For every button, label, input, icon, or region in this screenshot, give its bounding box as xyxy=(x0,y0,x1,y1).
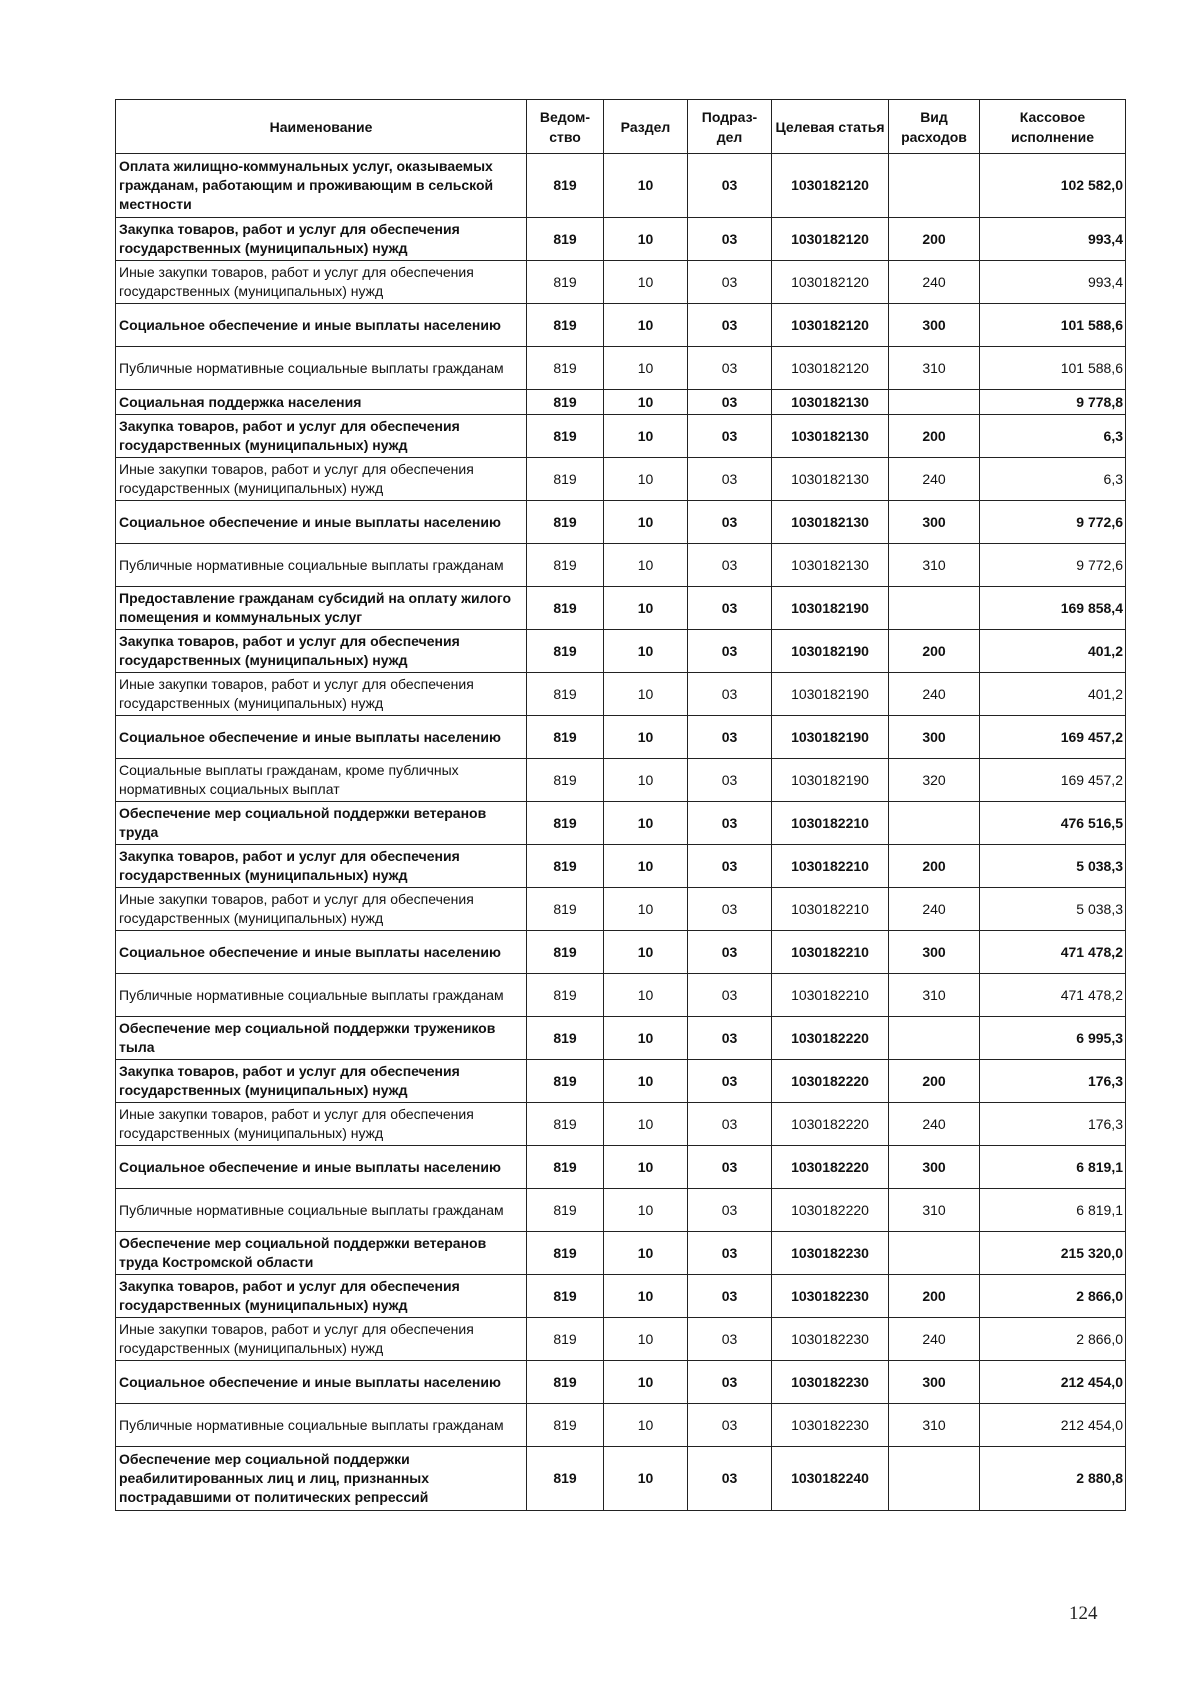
row-expense-type: 200 xyxy=(889,218,980,261)
row-expense-type: 300 xyxy=(889,304,980,347)
row-department: 819 xyxy=(527,458,604,501)
row-cash-execution: 9 772,6 xyxy=(980,544,1126,587)
row-department: 819 xyxy=(527,218,604,261)
row-target-article: 1030182130 xyxy=(772,501,889,544)
row-name: Публичные нормативные социальные выплаты гражданам xyxy=(116,1189,527,1232)
row-target-article: 1030182120 xyxy=(772,304,889,347)
row-expense-type: 240 xyxy=(889,673,980,716)
row-section: 10 xyxy=(604,888,688,931)
table-row xyxy=(116,845,1126,888)
row-section: 10 xyxy=(604,587,688,630)
row-expense-type: 310 xyxy=(889,974,980,1017)
row-cash-execution: 6,3 xyxy=(980,415,1126,458)
table-row xyxy=(116,888,1126,931)
row-cash-execution: 2 880,8 xyxy=(980,1447,1126,1511)
row-cash-execution: 471 478,2 xyxy=(980,974,1126,1017)
row-subsection: 03 xyxy=(688,1103,772,1146)
table-row xyxy=(116,759,1126,802)
row-name: Закупка товаров, работ и услуг для обеспечения государственных (муниципальных) нужд xyxy=(116,845,527,888)
row-subsection: 03 xyxy=(688,1189,772,1232)
row-name: Иные закупки товаров, работ и услуг для обеспечения государственных (муниципальных) нужд xyxy=(116,1318,527,1361)
row-cash-execution: 212 454,0 xyxy=(980,1361,1126,1404)
row-cash-execution: 5 038,3 xyxy=(980,845,1126,888)
row-target-article: 1030182220 xyxy=(772,1189,889,1232)
row-cash-execution: 101 588,6 xyxy=(980,304,1126,347)
row-name: Обеспечение мер социальной поддержки ветеранов труда xyxy=(116,802,527,845)
table-row xyxy=(116,347,1126,390)
header-target-article: Целевая статья xyxy=(772,100,889,154)
row-cash-execution: 9 772,6 xyxy=(980,501,1126,544)
row-name: Закупка товаров, работ и услуг для обеспечения государственных (муниципальных) нужд xyxy=(116,630,527,673)
row-target-article: 1030182190 xyxy=(772,673,889,716)
row-target-article: 1030182130 xyxy=(772,390,889,415)
row-subsection: 03 xyxy=(688,1361,772,1404)
table-row xyxy=(116,802,1126,845)
row-subsection: 03 xyxy=(688,154,772,218)
row-section: 10 xyxy=(604,218,688,261)
row-section: 10 xyxy=(604,261,688,304)
row-target-article: 1030182210 xyxy=(772,802,889,845)
row-cash-execution: 169 457,2 xyxy=(980,759,1126,802)
row-expense-type: 200 xyxy=(889,1060,980,1103)
row-target-article: 1030182120 xyxy=(772,347,889,390)
row-section: 10 xyxy=(604,1189,688,1232)
row-department: 819 xyxy=(527,974,604,1017)
row-target-article: 1030182220 xyxy=(772,1017,889,1060)
row-section: 10 xyxy=(604,630,688,673)
row-subsection: 03 xyxy=(688,544,772,587)
row-department: 819 xyxy=(527,1232,604,1275)
row-target-article: 1030182230 xyxy=(772,1404,889,1447)
row-name: Публичные нормативные социальные выплаты гражданам xyxy=(116,347,527,390)
row-subsection: 03 xyxy=(688,931,772,974)
row-target-article: 1030182130 xyxy=(772,544,889,587)
row-subsection: 03 xyxy=(688,1447,772,1511)
table-row xyxy=(116,390,1126,415)
row-subsection: 03 xyxy=(688,415,772,458)
table-row xyxy=(116,1447,1126,1511)
row-cash-execution: 176,3 xyxy=(980,1060,1126,1103)
row-name: Социальное обеспечение и иные выплаты населению xyxy=(116,716,527,759)
row-cash-execution: 993,4 xyxy=(980,261,1126,304)
table-body xyxy=(116,154,1126,1511)
row-cash-execution: 471 478,2 xyxy=(980,931,1126,974)
row-target-article: 1030182240 xyxy=(772,1447,889,1511)
row-name: Предоставление гражданам субсидий на оплату жилого помещения и коммунальных услуг xyxy=(116,587,527,630)
row-name: Публичные нормативные социальные выплаты гражданам xyxy=(116,544,527,587)
row-target-article: 1030182220 xyxy=(772,1146,889,1189)
header-expense-type: Вид расходов xyxy=(889,100,980,154)
row-cash-execution: 176,3 xyxy=(980,1103,1126,1146)
row-section: 10 xyxy=(604,845,688,888)
row-cash-execution: 401,2 xyxy=(980,630,1126,673)
row-target-article: 1030182130 xyxy=(772,415,889,458)
table-row xyxy=(116,630,1126,673)
row-department: 819 xyxy=(527,1060,604,1103)
row-subsection: 03 xyxy=(688,802,772,845)
row-cash-execution: 993,4 xyxy=(980,218,1126,261)
row-subsection: 03 xyxy=(688,1232,772,1275)
table-row xyxy=(116,1103,1126,1146)
row-section: 10 xyxy=(604,673,688,716)
row-name: Иные закупки товаров, работ и услуг для обеспечения государственных (муниципальных) нужд xyxy=(116,458,527,501)
row-name: Социальная поддержка населения xyxy=(116,390,527,415)
row-name: Закупка товаров, работ и услуг для обеспечения государственных (муниципальных) нужд xyxy=(116,1275,527,1318)
budget-table xyxy=(115,99,1126,1511)
row-section: 10 xyxy=(604,974,688,1017)
row-target-article: 1030182210 xyxy=(772,931,889,974)
row-expense-type: 240 xyxy=(889,888,980,931)
row-section: 10 xyxy=(604,1017,688,1060)
row-subsection: 03 xyxy=(688,673,772,716)
table-row xyxy=(116,501,1126,544)
table-row xyxy=(116,1404,1126,1447)
row-department: 819 xyxy=(527,1318,604,1361)
row-department: 819 xyxy=(527,304,604,347)
row-subsection: 03 xyxy=(688,304,772,347)
row-section: 10 xyxy=(604,1232,688,1275)
row-subsection: 03 xyxy=(688,501,772,544)
row-expense-type: 310 xyxy=(889,544,980,587)
row-cash-execution: 6 819,1 xyxy=(980,1146,1126,1189)
row-section: 10 xyxy=(604,390,688,415)
row-cash-execution: 101 588,6 xyxy=(980,347,1126,390)
row-cash-execution: 401,2 xyxy=(980,673,1126,716)
row-name: Социальное обеспечение и иные выплаты населению xyxy=(116,304,527,347)
row-subsection: 03 xyxy=(688,218,772,261)
row-department: 819 xyxy=(527,415,604,458)
row-cash-execution: 2 866,0 xyxy=(980,1318,1126,1361)
row-name: Иные закупки товаров, работ и услуг для обеспечения государственных (муниципальных) нужд xyxy=(116,261,527,304)
row-department: 819 xyxy=(527,1146,604,1189)
row-name: Закупка товаров, работ и услуг для обеспечения государственных (муниципальных) нужд xyxy=(116,1060,527,1103)
row-expense-type: 310 xyxy=(889,347,980,390)
table-row xyxy=(116,458,1126,501)
row-section: 10 xyxy=(604,1060,688,1103)
row-name: Обеспечение мер социальной поддержки ветеранов труда Костромской области xyxy=(116,1232,527,1275)
row-section: 10 xyxy=(604,544,688,587)
row-department: 819 xyxy=(527,888,604,931)
table-header-row xyxy=(116,100,1126,154)
row-target-article: 1030182210 xyxy=(772,888,889,931)
row-department: 819 xyxy=(527,673,604,716)
row-expense-type: 200 xyxy=(889,1275,980,1318)
row-section: 10 xyxy=(604,802,688,845)
table-row xyxy=(116,154,1126,218)
row-section: 10 xyxy=(604,1404,688,1447)
row-section: 10 xyxy=(604,1146,688,1189)
row-cash-execution: 212 454,0 xyxy=(980,1404,1126,1447)
row-expense-type xyxy=(889,1447,980,1511)
row-department: 819 xyxy=(527,630,604,673)
row-expense-type xyxy=(889,390,980,415)
row-subsection: 03 xyxy=(688,1017,772,1060)
row-cash-execution: 9 778,8 xyxy=(980,390,1126,415)
table-row xyxy=(116,261,1126,304)
row-name: Иные закупки товаров, работ и услуг для обеспечения государственных (муниципальных) нужд xyxy=(116,888,527,931)
row-section: 10 xyxy=(604,347,688,390)
row-section: 10 xyxy=(604,759,688,802)
page-number: 124 xyxy=(1069,1603,1098,1624)
row-target-article: 1030182210 xyxy=(772,974,889,1017)
row-cash-execution: 102 582,0 xyxy=(980,154,1126,218)
row-section: 10 xyxy=(604,931,688,974)
row-cash-execution: 5 038,3 xyxy=(980,888,1126,931)
row-name: Социальное обеспечение и иные выплаты населению xyxy=(116,501,527,544)
header-cash-execution: Кассовое исполнение xyxy=(980,100,1126,154)
row-cash-execution: 6,3 xyxy=(980,458,1126,501)
table-row xyxy=(116,1232,1126,1275)
row-subsection: 03 xyxy=(688,458,772,501)
row-section: 10 xyxy=(604,154,688,218)
row-department: 819 xyxy=(527,802,604,845)
row-target-article: 1030182120 xyxy=(772,154,889,218)
row-expense-type xyxy=(889,802,980,845)
row-target-article: 1030182230 xyxy=(772,1361,889,1404)
row-target-article: 1030182230 xyxy=(772,1232,889,1275)
table-row xyxy=(116,673,1126,716)
header-department: Ведом-ство xyxy=(527,100,604,154)
row-target-article: 1030182220 xyxy=(772,1060,889,1103)
row-department: 819 xyxy=(527,501,604,544)
row-department: 819 xyxy=(527,845,604,888)
row-name: Иные закупки товаров, работ и услуг для обеспечения государственных (муниципальных) нужд xyxy=(116,1103,527,1146)
row-section: 10 xyxy=(604,1318,688,1361)
row-cash-execution: 169 457,2 xyxy=(980,716,1126,759)
row-section: 10 xyxy=(604,1361,688,1404)
row-department: 819 xyxy=(527,931,604,974)
row-section: 10 xyxy=(604,1447,688,1511)
row-expense-type: 310 xyxy=(889,1404,980,1447)
row-name: Публичные нормативные социальные выплаты гражданам xyxy=(116,1404,527,1447)
table-row xyxy=(116,544,1126,587)
header-subsection: Подраз-дел xyxy=(688,100,772,154)
row-target-article: 1030182120 xyxy=(772,261,889,304)
row-expense-type: 300 xyxy=(889,931,980,974)
row-name: Социальное обеспечение и иные выплаты населению xyxy=(116,1361,527,1404)
row-subsection: 03 xyxy=(688,716,772,759)
row-name: Закупка товаров, работ и услуг для обеспечения государственных (муниципальных) нужд xyxy=(116,218,527,261)
row-name: Обеспечение мер социальной поддержки тружеников тыла xyxy=(116,1017,527,1060)
row-subsection: 03 xyxy=(688,1404,772,1447)
row-department: 819 xyxy=(527,1404,604,1447)
row-cash-execution: 2 866,0 xyxy=(980,1275,1126,1318)
row-subsection: 03 xyxy=(688,1060,772,1103)
table-row xyxy=(116,587,1126,630)
row-name: Иные закупки товаров, работ и услуг для обеспечения государственных (муниципальных) нужд xyxy=(116,673,527,716)
row-department: 819 xyxy=(527,1017,604,1060)
row-name: Публичные нормативные социальные выплаты гражданам xyxy=(116,974,527,1017)
header-name: Наименование xyxy=(116,100,527,154)
row-section: 10 xyxy=(604,1103,688,1146)
row-section: 10 xyxy=(604,415,688,458)
table-row xyxy=(116,415,1126,458)
row-target-article: 1030182190 xyxy=(772,587,889,630)
row-subsection: 03 xyxy=(688,347,772,390)
table-row xyxy=(116,931,1126,974)
row-name: Закупка товаров, работ и услуг для обеспечения государственных (муниципальных) нужд xyxy=(116,415,527,458)
table-row xyxy=(116,1361,1126,1404)
table-row xyxy=(116,974,1126,1017)
row-cash-execution: 215 320,0 xyxy=(980,1232,1126,1275)
row-department: 819 xyxy=(527,759,604,802)
row-name: Социальное обеспечение и иные выплаты населению xyxy=(116,931,527,974)
row-subsection: 03 xyxy=(688,845,772,888)
row-target-article: 1030182120 xyxy=(772,218,889,261)
row-subsection: 03 xyxy=(688,1275,772,1318)
row-target-article: 1030182230 xyxy=(772,1275,889,1318)
row-section: 10 xyxy=(604,1275,688,1318)
table-row xyxy=(116,1318,1126,1361)
row-expense-type xyxy=(889,587,980,630)
row-expense-type: 310 xyxy=(889,1189,980,1232)
row-section: 10 xyxy=(604,458,688,501)
row-expense-type: 300 xyxy=(889,1361,980,1404)
table-row xyxy=(116,1017,1126,1060)
row-target-article: 1030182190 xyxy=(772,630,889,673)
row-cash-execution: 169 858,4 xyxy=(980,587,1126,630)
row-expense-type: 240 xyxy=(889,1318,980,1361)
table-row xyxy=(116,1146,1126,1189)
row-expense-type: 200 xyxy=(889,630,980,673)
row-expense-type xyxy=(889,1232,980,1275)
row-department: 819 xyxy=(527,587,604,630)
table-row xyxy=(116,1060,1126,1103)
row-name: Оплата жилищно-коммунальных услуг, оказываемых гражданам, работающим и проживающим в сельской местности xyxy=(116,154,527,218)
row-target-article: 1030182190 xyxy=(772,716,889,759)
row-subsection: 03 xyxy=(688,261,772,304)
row-expense-type xyxy=(889,154,980,218)
table-row xyxy=(116,1189,1126,1232)
row-expense-type: 200 xyxy=(889,845,980,888)
row-department: 819 xyxy=(527,1361,604,1404)
row-expense-type xyxy=(889,1017,980,1060)
row-expense-type: 200 xyxy=(889,415,980,458)
row-name: Социальные выплаты гражданам, кроме публичных нормативных социальных выплат xyxy=(116,759,527,802)
row-department: 819 xyxy=(527,1275,604,1318)
row-target-article: 1030182190 xyxy=(772,759,889,802)
row-subsection: 03 xyxy=(688,974,772,1017)
row-section: 10 xyxy=(604,716,688,759)
row-section: 10 xyxy=(604,304,688,347)
row-expense-type: 240 xyxy=(889,1103,980,1146)
row-department: 819 xyxy=(527,716,604,759)
row-subsection: 03 xyxy=(688,390,772,415)
row-subsection: 03 xyxy=(688,1146,772,1189)
row-subsection: 03 xyxy=(688,587,772,630)
row-department: 819 xyxy=(527,347,604,390)
row-section: 10 xyxy=(604,501,688,544)
row-department: 819 xyxy=(527,390,604,415)
table-row xyxy=(116,1275,1126,1318)
row-expense-type: 300 xyxy=(889,1146,980,1189)
row-subsection: 03 xyxy=(688,1318,772,1361)
row-expense-type: 300 xyxy=(889,501,980,544)
row-target-article: 1030182220 xyxy=(772,1103,889,1146)
row-department: 819 xyxy=(527,544,604,587)
row-target-article: 1030182130 xyxy=(772,458,889,501)
row-cash-execution: 476 516,5 xyxy=(980,802,1126,845)
row-department: 819 xyxy=(527,1447,604,1511)
table-row xyxy=(116,716,1126,759)
row-name: Обеспечение мер социальной поддержки реабилитированных лиц и лиц, признанных пострадавшими от политических репрессий xyxy=(116,1447,527,1511)
header-section: Раздел xyxy=(604,100,688,154)
row-target-article: 1030182230 xyxy=(772,1318,889,1361)
row-department: 819 xyxy=(527,154,604,218)
row-name: Социальное обеспечение и иные выплаты населению xyxy=(116,1146,527,1189)
table-row xyxy=(116,218,1126,261)
row-department: 819 xyxy=(527,1189,604,1232)
row-expense-type: 240 xyxy=(889,458,980,501)
row-target-article: 1030182210 xyxy=(772,845,889,888)
row-cash-execution: 6 819,1 xyxy=(980,1189,1126,1232)
row-subsection: 03 xyxy=(688,888,772,931)
row-department: 819 xyxy=(527,1103,604,1146)
row-cash-execution: 6 995,3 xyxy=(980,1017,1126,1060)
row-expense-type: 240 xyxy=(889,261,980,304)
row-subsection: 03 xyxy=(688,759,772,802)
row-department: 819 xyxy=(527,261,604,304)
row-expense-type: 300 xyxy=(889,716,980,759)
row-expense-type: 320 xyxy=(889,759,980,802)
table-row xyxy=(116,304,1126,347)
row-subsection: 03 xyxy=(688,630,772,673)
